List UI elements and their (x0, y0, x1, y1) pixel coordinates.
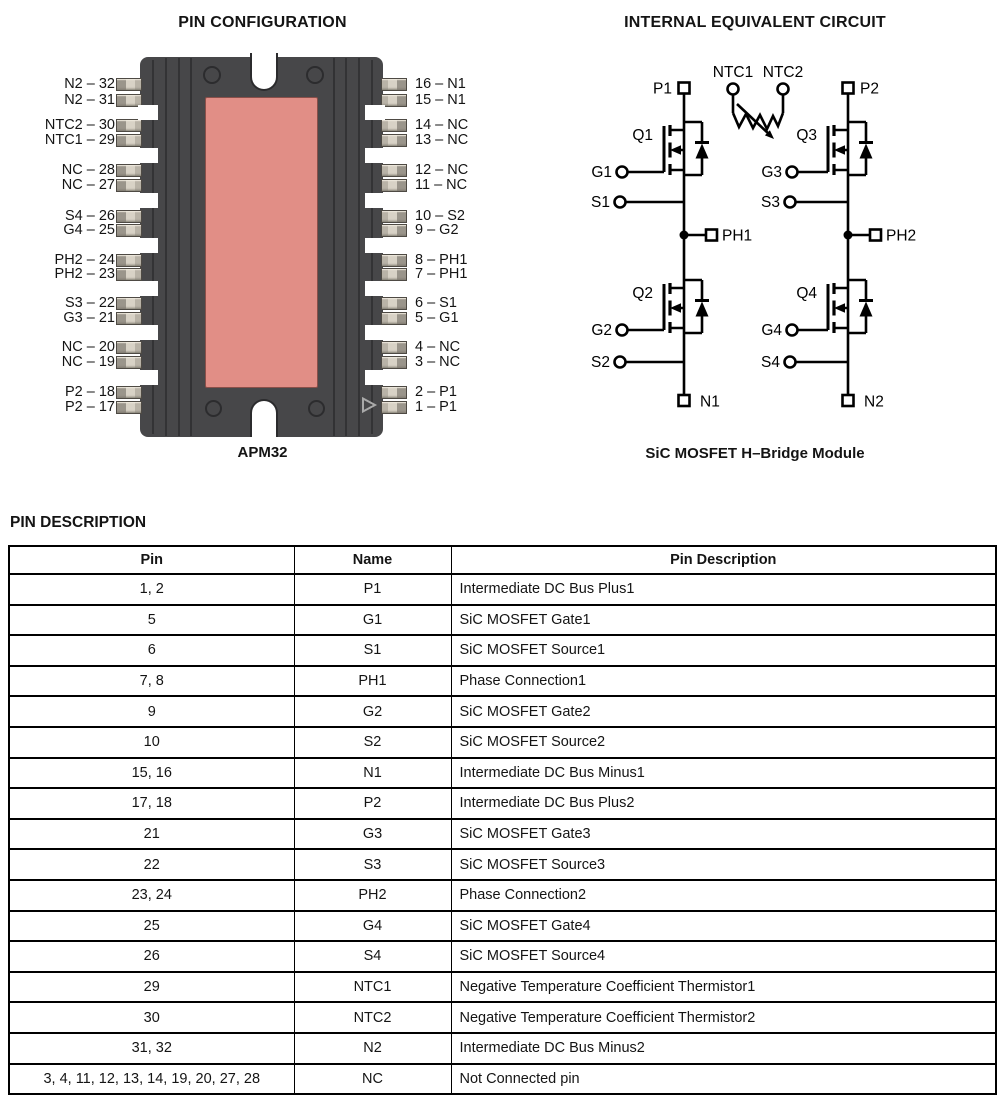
label-g1: G1 (591, 164, 612, 181)
pin-cell: 23, 24 (9, 880, 294, 911)
name-cell: G1 (294, 605, 451, 636)
pin-lead-right (381, 164, 407, 177)
label-g2: G2 (591, 322, 612, 339)
pin-lead-left (116, 312, 142, 325)
terminal-ph1 (706, 230, 717, 241)
pin-cell: 9 (9, 696, 294, 727)
pin-cell: 30 (9, 1002, 294, 1033)
package-edge-notch (365, 325, 385, 340)
internal-circuit-title: INTERNAL EQUIVALENT CIRCUIT (624, 14, 886, 31)
name-cell: N2 (294, 1033, 451, 1064)
name-cell: G3 (294, 819, 451, 850)
description-cell: SiC MOSFET Gate3 (451, 819, 996, 850)
mounting-hole (306, 66, 324, 84)
pin-label-right: 4 – NC (415, 339, 461, 355)
pin-label-left: NTC1 – 29 (44, 132, 115, 148)
name-cell: NTC2 (294, 1002, 451, 1033)
pin-lead-left (116, 179, 142, 192)
pin-label-right: 3 – NC (415, 354, 461, 370)
pin1-marker-icon (361, 397, 377, 413)
pin-label-right: 10 – S2 (415, 208, 465, 224)
terminal-ntc1 (728, 84, 739, 95)
name-cell: S4 (294, 941, 451, 972)
name-cell: NTC1 (294, 972, 451, 1003)
pin-lead-left (116, 356, 142, 369)
pin-lead-right (381, 134, 407, 147)
label-s4: S4 (761, 354, 780, 371)
table-row (9, 1064, 996, 1095)
label-q3: Q3 (796, 127, 817, 144)
label-n2: N2 (864, 393, 884, 411)
pin-lead-left (116, 164, 142, 177)
name-cell: G2 (294, 696, 451, 727)
description-cell: SiC MOSFET Gate4 (451, 911, 996, 942)
pin-label-left: N2 – 31 (64, 92, 115, 108)
pin-cell: 3, 4, 11, 12, 13, 14, 19, 20, 27, 28 (9, 1064, 294, 1095)
pin-cell: 7, 8 (9, 666, 294, 697)
table-row (9, 819, 996, 850)
pin-lead-right (381, 224, 407, 237)
label-ntc1: NTC1 (712, 64, 754, 81)
pin-lead-right (381, 356, 407, 369)
pin-label-left: G3 – 21 (63, 310, 115, 326)
pin-cell: 26 (9, 941, 294, 972)
package-plateau-edge (190, 58, 192, 436)
package-groove (165, 58, 167, 436)
pin-label-left: NC – 19 (61, 354, 115, 370)
description-cell: SiC MOSFET Gate2 (451, 696, 996, 727)
label-ph1: PH1 (722, 227, 753, 245)
name-cell: S3 (294, 849, 451, 880)
pin-label-left: NC – 20 (61, 339, 115, 355)
pin-label-right: 9 – G2 (415, 222, 459, 238)
table-row (9, 1002, 996, 1033)
pin-lead-right (381, 312, 407, 325)
pin-lead-left (116, 210, 142, 223)
pin-label-right: 13 – NC (415, 132, 469, 148)
circuit-caption: SiC MOSFET H–Bridge Module (645, 445, 865, 462)
pin-lead-left (116, 254, 142, 267)
pin-label-left: N2 – 32 (64, 76, 115, 92)
pin-lead-left (116, 297, 142, 310)
pin-lead-left (116, 386, 142, 399)
terminal-n1 (679, 395, 690, 406)
pin-label-left: G4 – 25 (63, 222, 115, 238)
terminal-n2 (843, 395, 854, 406)
terminal-ph2 (870, 230, 881, 241)
column-header-description: Pin Description (451, 546, 996, 574)
mounting-hole (205, 400, 222, 417)
pin-cell: 10 (9, 727, 294, 758)
thermal-pad (205, 97, 318, 388)
package-edge-notch (138, 193, 158, 208)
mosfet-q1 (664, 122, 709, 175)
table-row (9, 574, 996, 605)
terminal-ntc2 (778, 84, 789, 95)
pin-lead-left (116, 78, 142, 91)
table-row (9, 788, 996, 819)
label-n1: N1 (700, 393, 720, 411)
table-row (9, 635, 996, 666)
package-edge-notch (138, 325, 158, 340)
pin-configuration-title: PIN CONFIGURATION (178, 14, 347, 31)
package-edge-notch (365, 370, 385, 385)
name-cell: PH2 (294, 880, 451, 911)
table-row (9, 880, 996, 911)
package-edge-notch (365, 238, 385, 253)
name-cell: NC (294, 1064, 451, 1095)
name-cell: N1 (294, 758, 451, 789)
package-edge-notch (365, 281, 385, 296)
label-s1: S1 (591, 194, 610, 211)
terminal-s3 (785, 197, 796, 208)
terminal-g2 (617, 325, 628, 336)
name-cell: G4 (294, 911, 451, 942)
label-p2: P2 (860, 80, 879, 98)
pin-label-left: PH2 – 24 (54, 252, 115, 268)
pin-lead-right (381, 210, 407, 223)
table-row (9, 727, 996, 758)
description-cell: Negative Temperature Coefficient Thermistor1 (451, 972, 996, 1003)
pin-cell: 6 (9, 635, 294, 666)
pin-cell: 1, 2 (9, 574, 294, 605)
description-cell: Intermediate DC Bus Minus2 (451, 1033, 996, 1064)
table-row (9, 666, 996, 697)
ph2-junction-dot (844, 231, 853, 240)
package-groove (358, 58, 360, 436)
description-cell: Intermediate DC Bus Plus1 (451, 574, 996, 605)
pin-cell: 25 (9, 911, 294, 942)
pin-lead-left (116, 134, 142, 147)
pin-lead-right (381, 119, 407, 132)
mounting-hole (203, 66, 221, 84)
description-cell: SiC MOSFET Source2 (451, 727, 996, 758)
pin-cell: 15, 16 (9, 758, 294, 789)
description-cell: Not Connected pin (451, 1064, 996, 1095)
table-header-row (9, 546, 996, 574)
pin-cell: 17, 18 (9, 788, 294, 819)
mosfet-q4 (828, 280, 873, 333)
package-edge-notch (138, 281, 158, 296)
pin-label-right: 15 – N1 (415, 92, 466, 108)
package-name: APM32 (237, 444, 288, 461)
table-row (9, 758, 996, 789)
pin-lead-right (381, 386, 407, 399)
label-p1: P1 (653, 80, 672, 98)
terminal-p1 (679, 83, 690, 94)
table-row (9, 849, 996, 880)
description-cell: SiC MOSFET Source4 (451, 941, 996, 972)
pin-cell: 22 (9, 849, 294, 880)
pin-label-right: 16 – N1 (415, 76, 466, 92)
pin-label-right: 1 – P1 (415, 399, 457, 415)
terminal-g4 (787, 325, 798, 336)
pin-lead-left (116, 119, 142, 132)
table-row (9, 605, 996, 636)
pin-lead-left (116, 268, 142, 281)
pin-label-right: 2 – P1 (415, 384, 457, 400)
package-edge-notch (138, 105, 158, 120)
pin-lead-right (381, 268, 407, 281)
pin-label-right: 5 – G1 (415, 310, 459, 326)
pin-cell: 5 (9, 605, 294, 636)
mosfet-q2 (664, 280, 709, 333)
label-ntc2: NTC2 (762, 64, 804, 81)
terminal-g1 (617, 167, 628, 178)
package-edge-notch (365, 105, 385, 120)
ph1-junction-dot (680, 231, 689, 240)
column-header-name: Name (294, 546, 451, 574)
table-row (9, 696, 996, 727)
pin-lead-right (381, 297, 407, 310)
pin-label-left: S3 – 22 (65, 295, 115, 311)
table-row (9, 941, 996, 972)
mosfet-q3 (828, 122, 873, 175)
table-row (9, 1033, 996, 1064)
table-row (9, 972, 996, 1003)
terminal-s1 (615, 197, 626, 208)
label-g4: G4 (761, 322, 782, 339)
package-bottom-notch (250, 399, 278, 437)
name-cell: S1 (294, 635, 451, 666)
package-top-notch (250, 53, 278, 91)
description-cell: Phase Connection2 (451, 880, 996, 911)
terminal-s4 (785, 357, 796, 368)
description-cell: Negative Temperature Coefficient Thermistor2 (451, 1002, 996, 1033)
pin-label-right: 6 – S1 (415, 295, 457, 311)
pin-lead-left (116, 401, 142, 414)
terminal-p2 (843, 83, 854, 94)
pin-lead-right (381, 179, 407, 192)
package-groove (178, 58, 180, 436)
label-g3: G3 (761, 164, 782, 181)
label-s2: S2 (591, 354, 610, 371)
label-q4: Q4 (796, 285, 817, 302)
package-edge-notch (138, 148, 158, 163)
description-cell: SiC MOSFET Gate1 (451, 605, 996, 636)
description-cell: SiC MOSFET Source3 (451, 849, 996, 880)
thermistor-symbol (733, 113, 783, 129)
pin-label-right: 7 – PH1 (415, 266, 468, 282)
pin-label-right: 12 – NC (415, 162, 469, 178)
pin-label-right: 8 – PH1 (415, 252, 468, 268)
pin-lead-left (116, 341, 142, 354)
pin-lead-right (381, 401, 407, 414)
description-cell: Intermediate DC Bus Minus1 (451, 758, 996, 789)
pin-label-left: NTC2 – 30 (44, 117, 115, 133)
terminal-g3 (787, 167, 798, 178)
pin-cell: 21 (9, 819, 294, 850)
pin-description-heading: PIN DESCRIPTION (10, 514, 147, 531)
package-edge-notch (365, 148, 385, 163)
name-cell: P1 (294, 574, 451, 605)
column-header-pin: Pin (9, 546, 294, 574)
mounting-hole (308, 400, 325, 417)
description-cell: Phase Connection1 (451, 666, 996, 697)
package-groove (345, 58, 347, 436)
pin-description-table (8, 545, 997, 1095)
description-cell: SiC MOSFET Source1 (451, 635, 996, 666)
pin-lead-right (381, 341, 407, 354)
pin-lead-right (381, 78, 407, 91)
pin-label-left: NC – 27 (61, 177, 115, 193)
name-cell: PH1 (294, 666, 451, 697)
name-cell: S2 (294, 727, 451, 758)
package-plateau-edge (333, 58, 335, 436)
name-cell: P2 (294, 788, 451, 819)
label-ph2: PH2 (886, 227, 917, 245)
package-edge-notch (138, 238, 158, 253)
pin-label-right: 14 – NC (415, 117, 469, 133)
pin-cell: 29 (9, 972, 294, 1003)
pin-label-left: PH2 – 23 (54, 266, 115, 282)
pin-lead-right (381, 254, 407, 267)
pin-lead-left (116, 224, 142, 237)
terminal-s2 (615, 357, 626, 368)
table-row (9, 911, 996, 942)
pin-label-right: 11 – NC (415, 177, 468, 193)
pin-label-left: P2 – 17 (65, 399, 115, 415)
description-cell: Intermediate DC Bus Plus2 (451, 788, 996, 819)
label-s3: S3 (761, 194, 780, 211)
pin-label-left: NC – 28 (61, 162, 115, 178)
pin-label-left: S4 – 26 (65, 208, 115, 224)
internal-circuit-schematic (560, 40, 1005, 470)
package-edge-notch (365, 193, 385, 208)
package-edge-notch (138, 370, 158, 385)
label-q2: Q2 (632, 285, 653, 302)
label-q1: Q1 (632, 127, 653, 144)
pin-label-left: P2 – 18 (65, 384, 115, 400)
pin-cell: 31, 32 (9, 1033, 294, 1064)
